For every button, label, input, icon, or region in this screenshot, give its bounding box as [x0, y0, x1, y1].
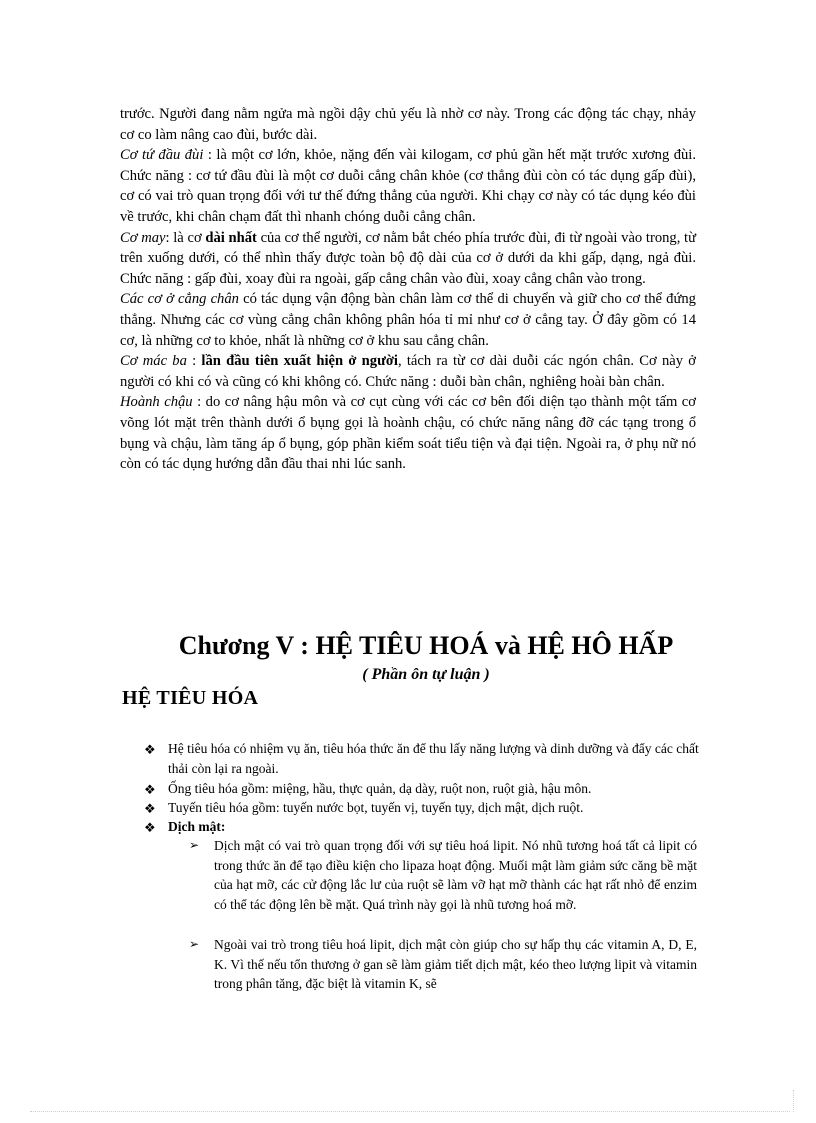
- term: Hoành chậu: [120, 394, 193, 411]
- body-text: [120, 104, 696, 475]
- sub-list-item-text: Ngoài vai trò trong tiêu hoá lipit, dịch mật còn giúp cho sự hấp thụ các vitamin A, D, E, K. Vì thế nếu tổn thương ở gan sẽ làm giảm tiết dịch mật, kéo theo lượng lipit và vitamin trong phân tăng, đặc biệt là vitamin K, sẽ: [214, 937, 697, 992]
- list-item-text: Tuyến tiêu hóa gồm: tuyến nước bọt, tuyến vị, tuyến tụy, dịch mật, dịch ruột.: [168, 800, 584, 815]
- paragraph-text: : là một cơ lớn, khỏe, nặng đến vài kilogam, cơ phủ gần hết mặt trước xương đùi. Chức năng : cơ tứ đầu đùi là một cơ duỗi cẳng chân khỏe (cơ thẳng đùi còn có tác dụng gấp đùi), cơ có vai trò quan trọng đối với tư thế đứng thẳng của người. Khi chạy cơ này có tác dụng kéo đùi về trước, khi chân chạm đất thì nhanh chóng duỗi cẳng chân.: [120, 147, 696, 225]
- paragraph-text: :: [186, 353, 202, 370]
- list-item: [144, 779, 700, 799]
- paragraph-text: : do cơ nâng hậu môn và cơ cụt cùng với các cơ bên đối diện tạo thành một tấm cơ võng lót mặt trên thành dưới ổ bụng gọi là hoành chậu, có chức năng nâng đỡ các tạng trong ổ bụng và chậu, làm tăng áp ổ bụng, góp phần kiểm soát tiểu tiện và đại tiện. Ngoài ra, ở phụ nữ nó còn có tác dụng hướng dẫn đầu thai nhi lúc sanh.: [120, 394, 696, 473]
- diamond-bullet-icon: ❖: [144, 782, 156, 797]
- arrowhead-bullet-icon: ➢: [189, 838, 200, 852]
- list-item-text: Dịch mật:: [168, 819, 226, 834]
- paragraph-text: có tác dụng vận động bàn chân làm cơ thể di chuyển và giữ cho cơ thể đứng thẳng. Nhưng các cơ vùng cẳng chân không phân hóa tỉ mỉ như cơ ở cẳng tay. Ở đây gồm có 14 cơ, là những cơ to khỏe, nhất là những cơ ở khu sau cẳng chân.: [120, 291, 696, 349]
- page-boundary-right: [793, 1090, 794, 1112]
- list-item-text: Ống tiêu hóa gồm: miệng, hầu, thực quản, dạ dày, ruột non, ruột già, hậu môn.: [168, 781, 592, 796]
- list-item-text: Hệ tiêu hóa có nhiệm vụ ăn, tiêu hóa thức ăn để thu lấy năng lượng và dinh dưỡng và đẩy các chất thải còn lại ra ngoài.: [168, 741, 699, 776]
- list-item: [144, 739, 700, 778]
- chapter-subtitle: ( Phần ôn tự luận ): [362, 666, 490, 683]
- paragraph-co-mac-ba: [120, 351, 696, 392]
- diamond-bullet-icon: ❖: [144, 801, 156, 816]
- section-heading: HỆ TIÊU HÓA: [122, 687, 259, 709]
- sub-list-item: [189, 836, 697, 914]
- chapter-title: Chương V : HỆ TIÊU HOÁ và HỆ HÔ HẤP: [178, 631, 674, 660]
- diamond-bullet-icon: ❖: [144, 820, 156, 835]
- paragraph-hoanh-chau: [120, 392, 696, 474]
- term: Cơ mác ba: [120, 353, 187, 370]
- paragraph-text: : là cơ: [165, 229, 206, 246]
- list-item: [144, 798, 700, 818]
- paragraph-co-may: [120, 228, 696, 290]
- paragraph-text: , tách ra từ cơ dài duỗi các ngón chân. Cơ này ở người có khi có và cũng có khi không có. Chức năng : duỗi bàn chân, nghiêng hoài bàn chân.: [120, 353, 696, 390]
- paragraph-continuation: [120, 104, 696, 145]
- term: Cơ tứ đầu đùi: [120, 147, 204, 164]
- paragraph-co-tu-dau-dui: [120, 145, 696, 227]
- term: Cơ may: [120, 229, 166, 246]
- sub-list-item-text: Dịch mật có vai trò quan trọng đối với sự tiêu hoá lipit. Nó nhũ tương hoá tất cả lipit có trong thức ăn để tạo điều kiện cho lipaza hoạt động. Muối mật làm giảm sức căng bề mặt của hạt mỡ, các cử động lắc lư của ruột sẽ làm vỡ hạt mỡ thành các hạt rất nhỏ để enzim có thể tác động lên bề mặt. Quá trình này gọi là nhũ tương hoá mỡ.: [214, 838, 697, 912]
- bold-phrase: lần đầu tiên xuất hiện ở người: [201, 353, 398, 370]
- arrowhead-bullet-icon: ➢: [189, 937, 200, 951]
- bold-phrase: dài nhất: [205, 229, 257, 246]
- term: Các cơ ở cẳng chân: [120, 291, 239, 308]
- diamond-bullet-icon: ❖: [144, 742, 156, 757]
- paragraph-cac-co-cang-chan: [120, 289, 696, 351]
- sub-list-item: [189, 935, 697, 994]
- list-item: [144, 817, 700, 837]
- paragraph-text: của cơ thể người, cơ nằm bắt chéo phía trước đùi, đi từ ngoài vào trong, từ trên xuống dưới, có thể nhìn thấy được toàn bộ độ dài của cơ ở dưới da khi gấp, dạng, ngả đùi. Chức năng : gấp đùi, xoay đùi ra ngoài, gấp cẳng chân vào đùi, xoay cẳng chân vào trong.: [120, 229, 696, 287]
- paragraph-text: trước. Người đang nằm ngửa mà ngồi dậy chủ yếu là nhờ cơ này. Trong các động tác chạy, nhảy cơ co làm nâng cao đùi, bước dài.: [120, 106, 696, 143]
- page-boundary-bottom: [30, 1111, 790, 1112]
